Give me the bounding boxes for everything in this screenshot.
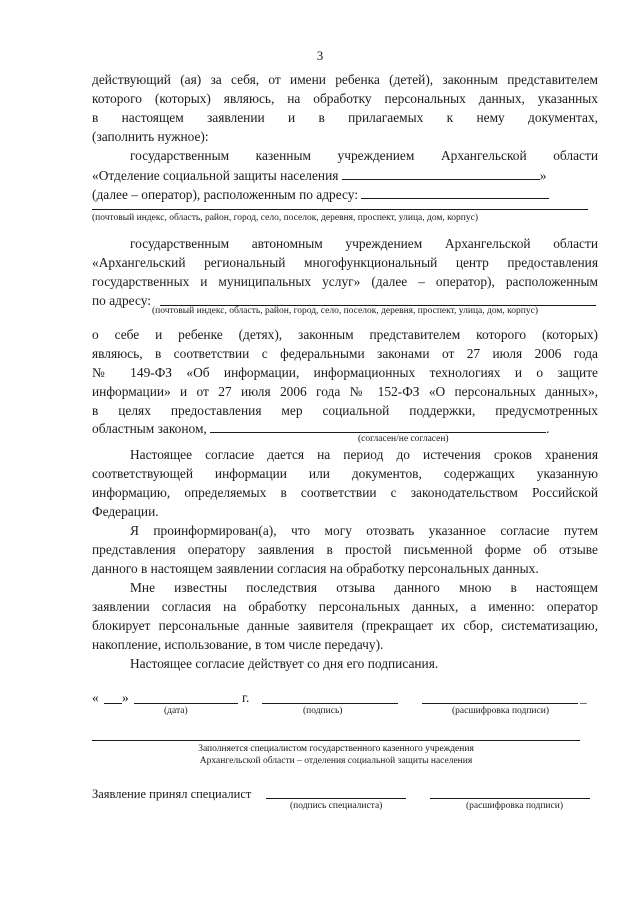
text-segment: » [539, 168, 547, 183]
date-caption: (дата) [164, 706, 188, 716]
signature-decode-field[interactable] [422, 703, 578, 704]
paragraph-line: которого (которых) являюсь, на обработку персональных данных, указанных [92, 91, 598, 106]
paragraph-line: являюсь, в соответствии с федеральными законами от 27 июля 2006 года [92, 346, 598, 361]
paragraph-line: действующий (ая) за себя, от имени ребенка (детей), законным представителем [92, 72, 598, 87]
consent-caption: (согласен/не согласен) [358, 434, 449, 444]
paragraph-line: Федерации. [92, 504, 159, 519]
paragraph-line: заявлении согласия на обработку персональных данных, а именно: оператор [92, 599, 598, 614]
consent-field[interactable] [210, 420, 546, 433]
paragraph-line: № 149-ФЗ «Об информации, информационных технологиях и о защите [92, 365, 598, 380]
paragraph-line: в целях предоставления мер социальной поддержки, предусмотренных [92, 403, 598, 418]
text-segment: по адресу: [92, 293, 151, 308]
text-segment: (далее – оператор), расположенным по адресу: [92, 187, 359, 202]
paragraph-line: в настоящем заявлении и в прилагаемых к нему документах, [92, 110, 598, 125]
paragraph-line: Настоящее согласие действует со дня его подписания. [130, 656, 439, 671]
paragraph-line [92, 186, 598, 203]
year-mark: г. [242, 690, 250, 705]
address-line[interactable] [92, 209, 588, 210]
paragraph-line: Мне известны последствия отзыва данного мною в настоящем [130, 580, 598, 595]
section-divider [92, 740, 580, 741]
date-field[interactable] [134, 703, 238, 704]
trailing-underscore: _ [580, 690, 587, 705]
paragraph-line: Я проинформирован(а), что могу отозвать указанное согласие путем [130, 523, 598, 538]
paragraph-line: представления оператору заявления в простой письменной форме об отзыве [92, 542, 598, 557]
text-segment: «Отделение социальной защиты населения [92, 168, 339, 183]
signature-caption: (подпись) [303, 706, 343, 716]
paragraph-line: о себе и ребенке (детях), законным представителем которого (которых) [92, 327, 598, 342]
date-close-quote: » [122, 690, 129, 705]
accepted-label: Заявление принял специалист [92, 787, 252, 801]
paragraph-line: «Архангельский региональный многофункциональный центр предоставления [92, 255, 598, 270]
paragraph-line [92, 420, 598, 437]
paragraph-line: информации» и от 27 июля 2006 года № 152-ФЗ «О персональных данных», [92, 384, 598, 399]
paragraph-line: накопление, использование, в том числе передачу). [92, 637, 384, 652]
specialist-decode-caption: (расшифровка подписи) [466, 801, 563, 811]
address-caption: (почтовый индекс, область, район, город, село, поселок, деревня, проспект, улица, дом, корпус) [92, 213, 479, 223]
date-open-quote: « [92, 690, 99, 705]
paragraph-line: блокирует персональные данные заявителя (прекращает их сбор, систематизацию, [92, 618, 598, 633]
paragraph-line: данного в настоящем заявлении согласия на обработку персональных данных. [92, 561, 539, 576]
office-note-line2: Архангельской области – отделения социальной защиты населения [199, 756, 473, 766]
office-note-line1: Заполняется специалистом государственного казенного учреждения [198, 744, 474, 754]
paragraph-line: государственных и муниципальных услуг» (далее – оператор), расположенным [92, 274, 598, 289]
address-caption: (почтовый индекс, область, район, город, село, поселок, деревня, проспект, улица, дом, корпус) [152, 306, 539, 316]
paragraph-line: государственным казенным учреждением Архангельской области [130, 148, 598, 163]
text-segment: . [546, 421, 550, 436]
specialist-signature-caption: (подпись специалиста) [290, 801, 383, 811]
page-number: 3 [316, 48, 324, 63]
specialist-decode-field[interactable] [430, 798, 590, 799]
signature-field[interactable] [262, 703, 398, 704]
specialist-signature-field[interactable] [266, 798, 406, 799]
office-name-field[interactable] [342, 167, 540, 180]
address-field[interactable] [361, 186, 549, 199]
paragraph-line: информацию, определяемых в соответствии с законодательством Российской [92, 485, 598, 500]
day-field[interactable] [104, 703, 122, 704]
text-segment: областным законом, [92, 421, 207, 436]
paragraph-line: Настоящее согласие дается на период до истечения сроков хранения [130, 447, 598, 462]
decode-caption: (расшифровка подписи) [452, 706, 549, 716]
paragraph-line: соответствующей информации или документов, содержащих указанную [92, 466, 598, 481]
paragraph-line [92, 167, 598, 184]
paragraph-line: государственным автономным учреждением Архангельской области [130, 236, 598, 251]
paragraph-line: (заполнить нужное): [92, 129, 209, 144]
